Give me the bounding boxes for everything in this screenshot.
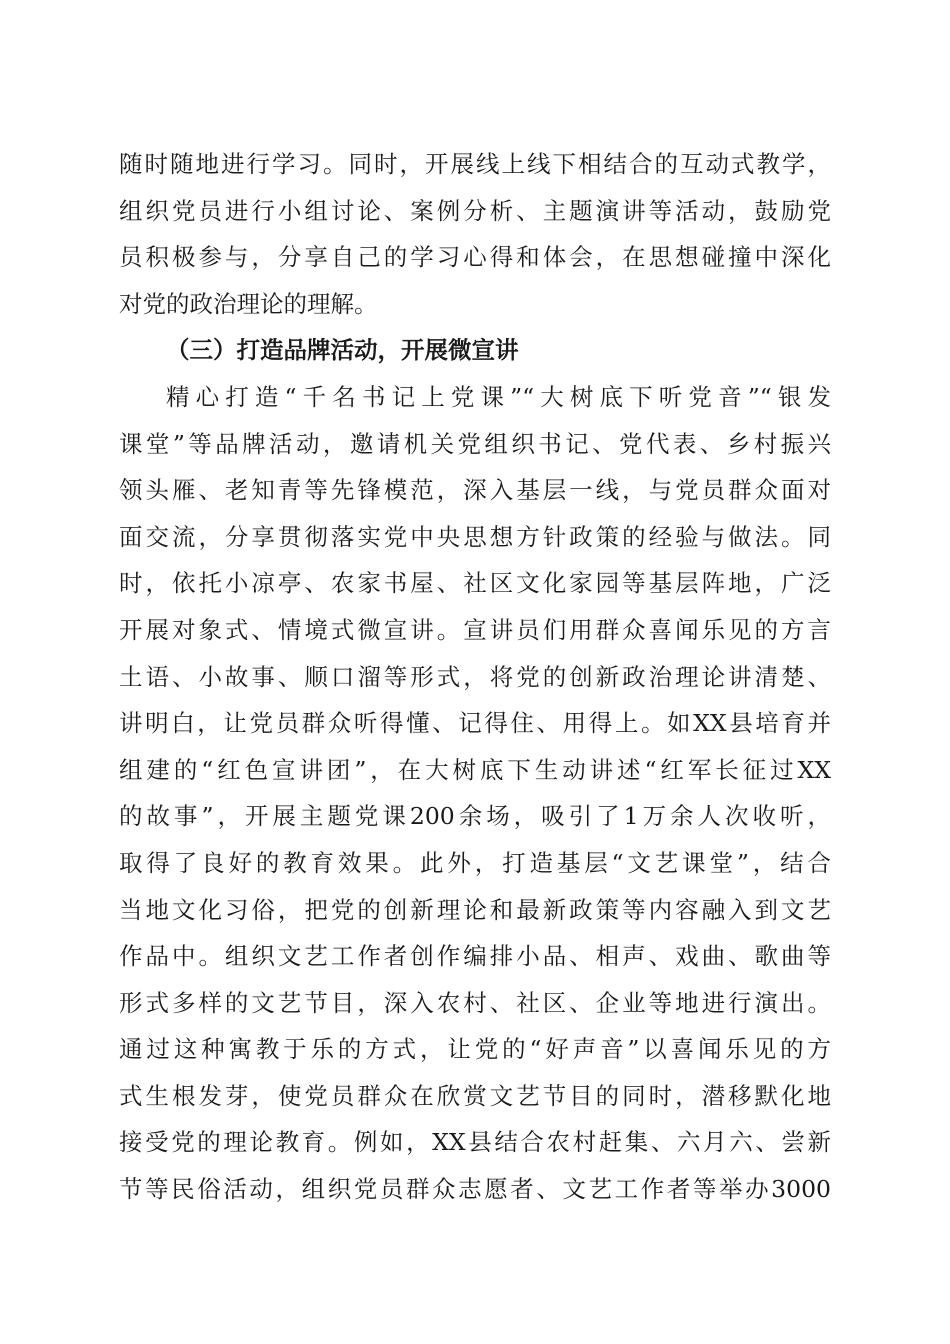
text-line: 作品中。组织文艺工作者创作编排小品、相声、戏曲、歌曲等	[119, 942, 831, 971]
section-heading: （三）打造品牌活动，开展微宣讲	[166, 336, 519, 365]
text-line: 开展对象式、情境式微宣讲。宣讲员们用群众喜闻乐见的方言	[119, 615, 831, 644]
text-line: 土语、小故事、顺口溜等形式，将党的创新政治理论讲清楚、	[119, 662, 831, 691]
text-line: 领头雁、老知青等先锋模范，深入基层一线，与党员群众面对	[119, 476, 831, 505]
text-line: 当地文化习俗，把党的创新理论和最新政策等内容融入到文艺	[119, 895, 831, 924]
text-line: 取得了良好的教育效果。此外，打造基层“文艺课堂”，结合	[119, 848, 831, 877]
text-line: 组织党员进行小组讨论、案例分析、主题演讲等活动，鼓励党	[119, 196, 831, 225]
text-line: 式生根发芽，使党员群众在欣赏文艺节目的同时，潜移默化地	[119, 1081, 831, 1110]
text-line: 的故事”，开展主题党课200余场，吸引了1万余人次收听，	[119, 802, 831, 831]
text-line: 组建的“红色宣讲团”，在大树底下生动讲述“红军长征过XX	[119, 755, 831, 784]
text-line: 面交流，分享贯彻落实党中央思想方针政策的经验与做法。同	[119, 522, 831, 551]
text-line: 接受党的理论教育。例如，XX县结合农村赶集、六月六、尝新	[119, 1128, 831, 1157]
text-line: 讲明白，让党员群众听得懂、记得住、用得上。如XX县培育并	[119, 709, 831, 738]
text-line: 时，依托小凉亭、农家书屋、社区文化家园等基层阵地，广泛	[119, 569, 831, 598]
text-line: 随时随地进行学习。同时，开展线上线下相结合的互动式教学，	[119, 150, 831, 178]
text-line: 对党的政治理论的理解。	[119, 289, 378, 318]
text-line: 精心打造“千名书记上党课”“大树底下听党音”“银发	[166, 382, 831, 411]
text-line: 节等民俗活动，组织党员群众志愿者、文艺工作者等举办3000	[119, 1175, 831, 1204]
text-line: 通过这种寓教于乐的方式，让党的“好声音”以喜闻乐见的方	[119, 1035, 831, 1064]
body-text	[119, 141, 831, 1213]
text-line: 员积极参与，分享自己的学习心得和体会，在思想碰撞中深化	[119, 243, 831, 272]
text-line: 形式多样的文艺节目，深入农村、社区、企业等地进行演出。	[119, 988, 831, 1017]
text-line: 课堂”等品牌活动，邀请机关党组织书记、党代表、乡村振兴	[119, 429, 831, 458]
